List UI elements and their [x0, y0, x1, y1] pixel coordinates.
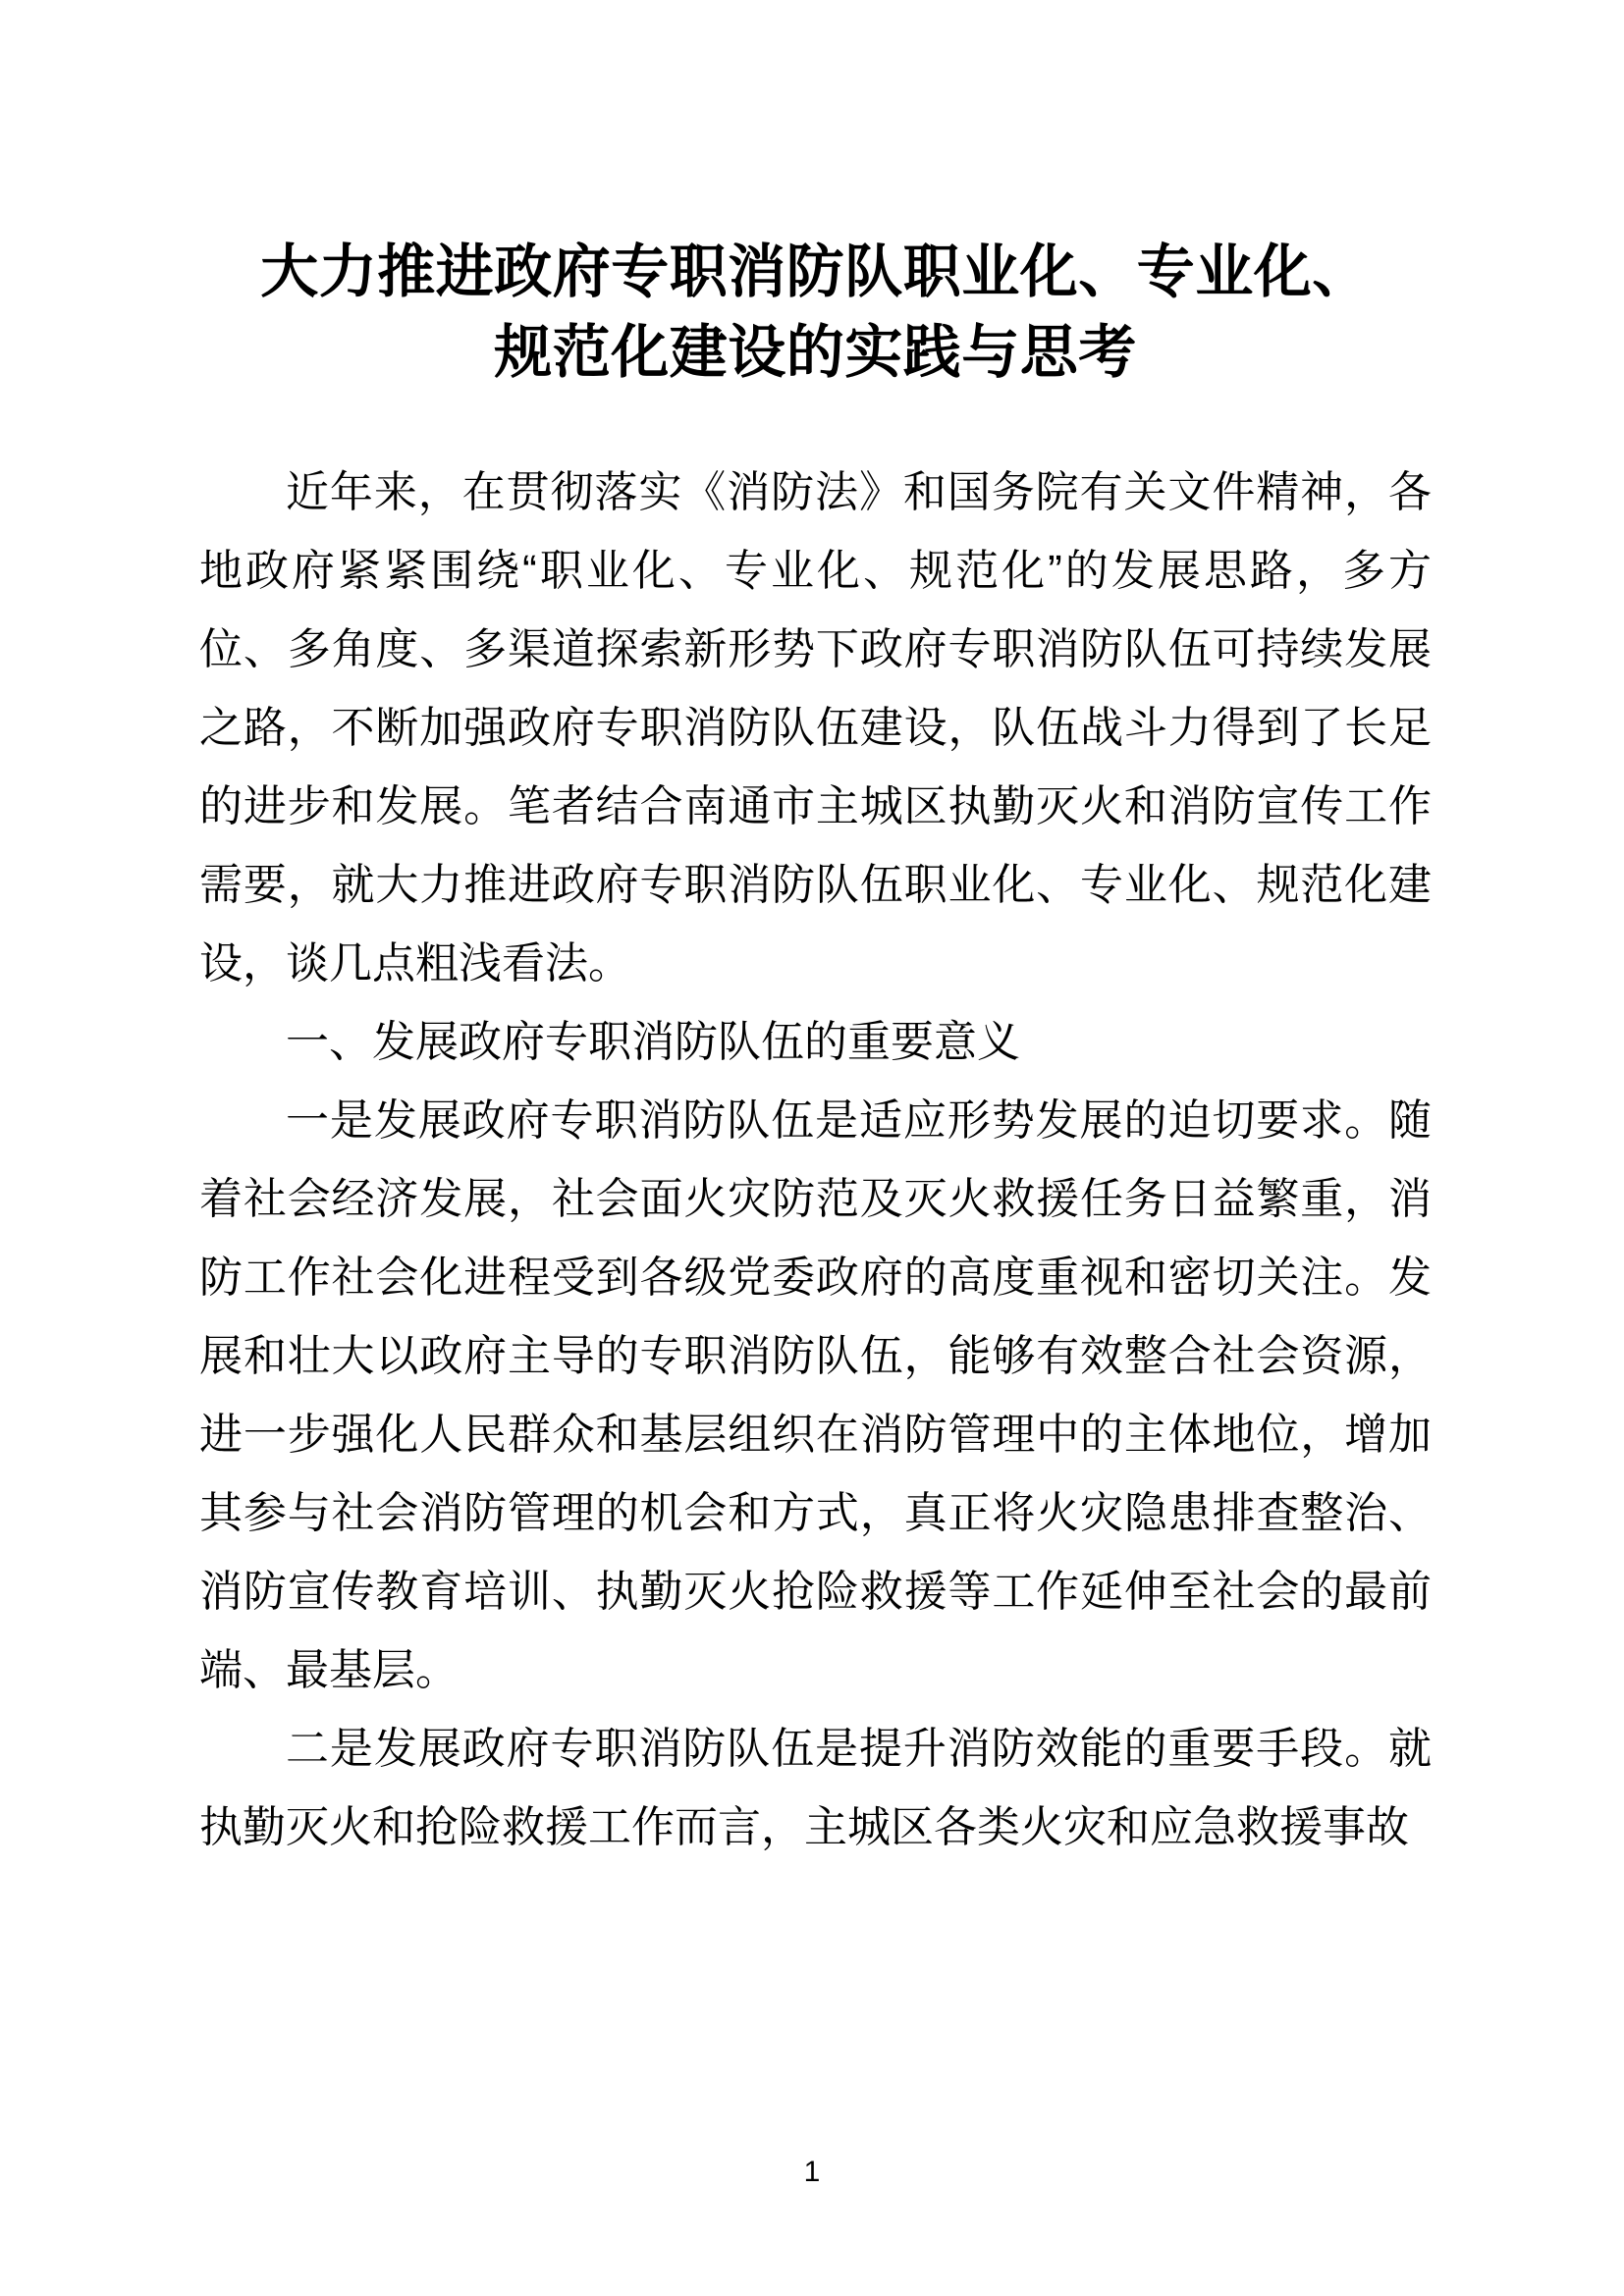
paragraph-intro: 近年来，在贯彻落实《消防法》和国务院有关文件精神，各地政府紧紧围绕“职业化、专业化、规范化”的发展思路，多方位、多角度、多渠道探索新形势下政府专职消防队伍可持续发展之路，不断加强政府专职消防队伍建设，队伍战斗力得到了长足的进步和发展。笔者结合南通市主城区执勤灭火和消防宣传工作需要，就大力推进政府专职消防队伍职业化、专业化、规范化建设，谈几点粗浅看法。 — [199, 468, 1432, 988]
document-content — [199, 232, 1432, 1867]
paragraph-point-1: 一是发展政府专职消防队伍是适应形势发展的迫切要求。随着社会经济发展，社会面火灾防范及灭火救援任务日益繁重，消防工作社会化进程受到各级党委政府的高度重视和密切关注。发展和壮大以政府主导的专职消防队伍，能够有效整合社会资源，进一步强化人民群众和基层组织在消防管理中的主体地位，增加其参与社会消防管理的机会和方式，真正将火灾隐患排查整治、消防宣传教育培训、执勤灭火抢险救援等工作延伸至社会的最前端、最基层。 — [199, 1096, 1432, 1694]
page-number: 1 — [803, 2156, 821, 2188]
title-spacer — [199, 393, 1432, 454]
section-heading-1: 一、发展政府专职消防队伍的重要意义 — [286, 1018, 1020, 1066]
page-title: 大力推进政府专职消防队职业化、专业化、规范化建设的实践与思考 — [260, 240, 1371, 385]
paragraph-point-2: 二是发展政府专职消防队伍是提升消防效能的重要手段。就执勤灭火和抢险救援工作而言，主城区各类火灾和应急救援事故 — [199, 1725, 1432, 1851]
